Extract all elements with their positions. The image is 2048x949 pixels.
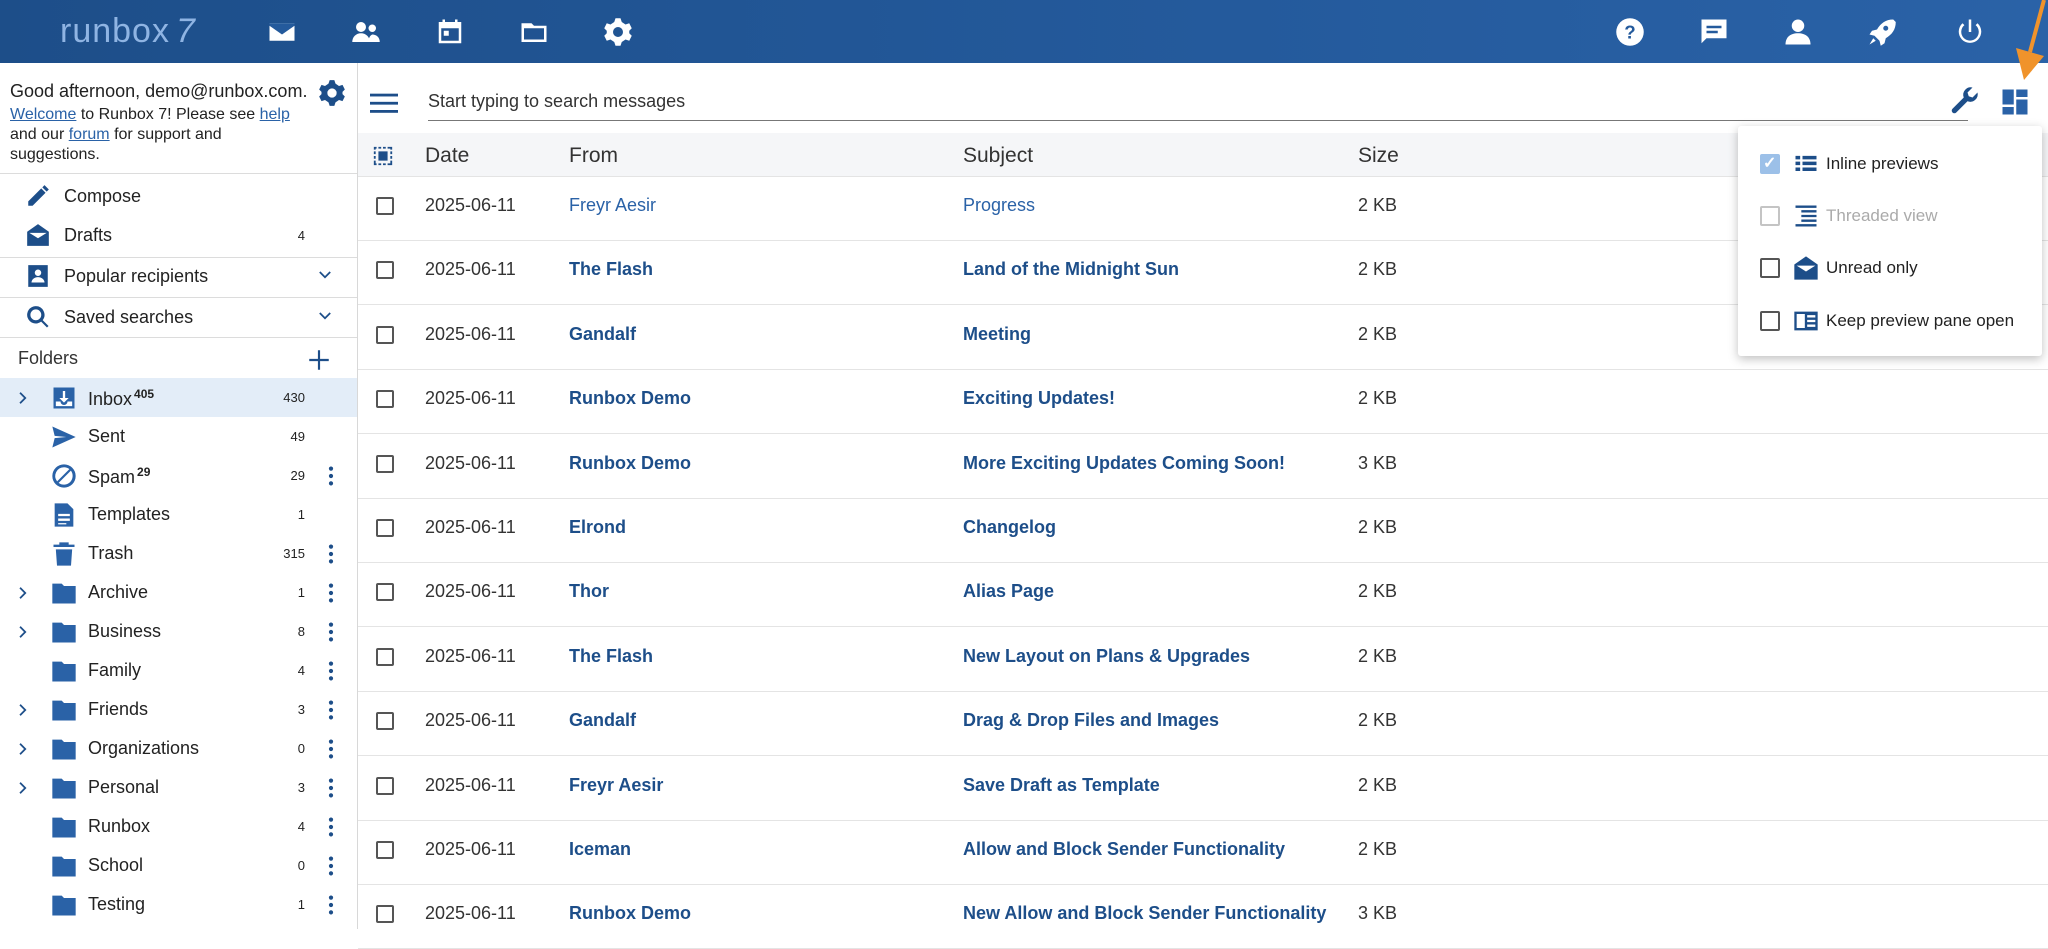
svg-text:?: ? xyxy=(1624,21,1636,43)
drafts-label: Drafts xyxy=(64,224,113,245)
more-options-icon[interactable] xyxy=(320,776,342,800)
folder-count: 4 xyxy=(297,663,305,678)
checkbox-keep-preview-pane-open[interactable] xyxy=(1760,311,1780,331)
folder-testing[interactable] xyxy=(0,885,357,924)
chevron-down-icon[interactable] xyxy=(315,307,335,327)
folder-family[interactable] xyxy=(0,651,357,690)
message-size: 2 KB xyxy=(1358,388,1398,409)
folder-business[interactable] xyxy=(0,612,357,651)
message-subject: Progress xyxy=(963,195,1036,215)
folder-icon xyxy=(50,891,78,919)
folder-name: Inbox xyxy=(88,389,133,409)
folder-icon xyxy=(50,813,78,841)
message-from: Runbox Demo xyxy=(569,388,692,409)
folder-count: 8 xyxy=(297,624,305,639)
compose-button[interactable] xyxy=(0,177,357,215)
runbox-logo[interactable] xyxy=(60,10,196,52)
more-options-icon[interactable] xyxy=(320,854,342,878)
message-from: Thor xyxy=(569,581,609,602)
greeting-text: Good afternoon, demo@runbox.com. xyxy=(10,81,308,101)
message-date: 2025-06-11 xyxy=(425,452,516,473)
folder-name: Personal xyxy=(88,777,160,797)
column-header-from[interactable]: From xyxy=(569,144,618,167)
message-size: 2 KB xyxy=(1358,581,1398,602)
folder-name: Organizations xyxy=(88,738,200,758)
folder-name: School xyxy=(88,855,144,875)
folder-count: 3 xyxy=(297,702,305,717)
message-date: 2025-06-11 xyxy=(425,388,516,409)
message-date: 2025-06-11 xyxy=(425,774,516,795)
folder-count: 1 xyxy=(297,585,305,600)
pencil-icon xyxy=(24,182,52,210)
folder-icon xyxy=(50,774,78,802)
message-size: 2 KB xyxy=(1358,839,1398,859)
message-subject: More Exciting Updates Coming Soon! xyxy=(963,452,1286,473)
menu-icon[interactable] xyxy=(370,91,398,115)
message-subject: Meeting xyxy=(963,323,1032,344)
message-date: 2025-06-11 xyxy=(425,195,516,215)
folder-personal[interactable] xyxy=(0,768,357,807)
message-subject: Exciting Updates! xyxy=(963,388,1116,409)
column-header-subject[interactable]: Subject xyxy=(963,144,1034,167)
message-subject: New Layout on Plans & Upgrades xyxy=(963,645,1251,666)
row-checkbox[interactable] xyxy=(376,777,394,795)
folder-friends[interactable] xyxy=(0,690,357,729)
chevron-right-icon[interactable] xyxy=(14,583,34,603)
message-date: 2025-06-11 xyxy=(425,645,516,666)
more-options-icon[interactable] xyxy=(320,698,342,722)
table-row[interactable] xyxy=(358,628,2048,692)
welcome-text: to Runbox 7! Please see xyxy=(76,106,260,123)
folder-runbox[interactable] xyxy=(0,807,357,846)
column-header-size[interactable]: Size xyxy=(1358,144,1399,167)
row-checkbox[interactable] xyxy=(376,519,394,537)
row-checkbox[interactable] xyxy=(376,197,394,215)
folder-icon xyxy=(50,735,78,763)
message-size: 2 KB xyxy=(1358,645,1398,666)
mail-icon[interactable] xyxy=(264,14,300,50)
folders-heading: Folders xyxy=(18,348,79,368)
menu-item-keep-preview-pane-open[interactable] xyxy=(1738,301,2042,341)
chevron-down-icon[interactable] xyxy=(315,266,335,286)
message-from: Iceman xyxy=(569,839,632,859)
table-row[interactable] xyxy=(358,885,2048,949)
folder-count: 3 xyxy=(297,780,305,795)
files-icon[interactable] xyxy=(516,14,552,50)
folder-name: Templates xyxy=(88,504,171,524)
more-options-icon[interactable] xyxy=(320,581,342,605)
more-options-icon[interactable] xyxy=(320,542,342,566)
menu-item-label: Threaded view xyxy=(1826,206,1938,225)
select-all-icon[interactable] xyxy=(372,145,394,167)
message-date: 2025-06-11 xyxy=(425,581,516,602)
folder-count: 0 xyxy=(297,858,305,873)
message-from: Runbox Demo xyxy=(569,903,692,924)
logo-number: 7 xyxy=(175,11,196,50)
folder-name: Trash xyxy=(88,543,134,563)
view-layout-icon[interactable] xyxy=(2000,87,2030,117)
template-document-icon xyxy=(50,501,78,529)
folder-icon xyxy=(50,618,78,646)
settings-icon[interactable] xyxy=(600,14,636,50)
folder-school[interactable] xyxy=(0,846,357,885)
row-checkbox[interactable] xyxy=(376,841,394,859)
table-row[interactable] xyxy=(358,435,2048,499)
calendar-icon[interactable] xyxy=(432,14,468,50)
upgrade-rocket-icon[interactable] xyxy=(1864,14,1900,50)
table-row[interactable] xyxy=(358,757,2048,821)
chevron-right-icon[interactable] xyxy=(14,622,34,642)
pointer-arrow-icon xyxy=(2010,0,2048,82)
message-from: Gandalf xyxy=(569,323,637,344)
folder-count: 29 xyxy=(290,468,305,483)
row-checkbox[interactable] xyxy=(376,712,394,730)
folder-name: Business xyxy=(88,621,162,641)
search-icon xyxy=(24,303,52,331)
folder-count: 1 xyxy=(297,897,305,912)
folder-count: 4 xyxy=(297,819,305,834)
message-date: 2025-06-11 xyxy=(425,259,516,280)
folder-templates[interactable] xyxy=(0,495,357,534)
more-options-icon[interactable] xyxy=(320,620,342,644)
folder-name: Testing xyxy=(88,894,146,914)
welcome-link[interactable]: Welcome xyxy=(10,106,77,123)
drafts-icon xyxy=(24,221,52,249)
folder-icon xyxy=(50,852,78,880)
wrench-icon[interactable] xyxy=(1950,85,1980,115)
more-options-icon[interactable] xyxy=(320,893,342,917)
message-date: 2025-06-11 xyxy=(425,710,516,731)
more-options-icon[interactable] xyxy=(320,464,342,488)
folder-name: Archive xyxy=(88,582,149,602)
unread-count: 405 xyxy=(134,387,155,401)
unread-count: 29 xyxy=(137,465,151,479)
message-subject: Save Draft as Template xyxy=(963,774,1160,795)
popular-recipients-label: Popular recipients xyxy=(64,265,209,286)
row-checkbox[interactable] xyxy=(376,648,394,666)
folder-name: Family xyxy=(88,660,141,680)
column-header-date[interactable]: Date xyxy=(425,144,470,167)
logo-text: runbox xyxy=(60,11,170,50)
view-options-menu xyxy=(1738,126,2042,356)
row-checkbox[interactable] xyxy=(376,261,394,279)
message-from: Runbox Demo xyxy=(569,452,692,473)
folder-count: 1 xyxy=(297,507,305,522)
row-checkbox[interactable] xyxy=(376,905,394,923)
message-subject: Changelog xyxy=(963,517,1056,537)
compose-label: Compose xyxy=(64,185,142,206)
support-text: for support and suggestions. xyxy=(10,126,222,163)
menu-item-unread-only[interactable] xyxy=(1738,248,2042,288)
threaded-list-icon xyxy=(1792,202,1820,230)
message-size: 2 KB xyxy=(1358,710,1398,731)
table-row[interactable] xyxy=(358,563,2048,627)
message-date: 2025-06-11 xyxy=(425,517,516,537)
more-options-icon[interactable] xyxy=(320,659,342,683)
more-options-icon[interactable] xyxy=(320,737,342,761)
folder-inbox[interactable] xyxy=(0,378,357,417)
row-checkbox[interactable] xyxy=(376,583,394,601)
message-size: 3 KB xyxy=(1358,452,1398,473)
chevron-right-icon[interactable] xyxy=(14,739,34,759)
folder-trash[interactable] xyxy=(0,534,357,573)
more-options-icon[interactable] xyxy=(320,815,342,839)
greeting-panel xyxy=(10,81,310,165)
help-link[interactable]: help xyxy=(259,106,290,123)
message-size: 3 KB xyxy=(1358,903,1398,924)
drafts-count: 4 xyxy=(297,227,305,243)
message-date: 2025-06-11 xyxy=(425,903,516,924)
message-from: The Flash xyxy=(569,259,654,280)
contact-card-icon xyxy=(24,262,52,290)
table-row[interactable] xyxy=(358,499,2048,563)
message-from: The Flash xyxy=(569,645,654,666)
folder-spam[interactable] xyxy=(0,456,357,495)
folder-count: 49 xyxy=(290,429,305,444)
message-from: Freyr Aesir xyxy=(569,774,664,795)
checkbox-inline-previews[interactable] xyxy=(1760,154,1780,174)
folder-organizations[interactable] xyxy=(0,729,357,768)
message-subject: Land of the Midnight Sun xyxy=(963,259,1179,280)
list-icon xyxy=(1792,150,1820,178)
message-from: Elrond xyxy=(569,517,626,537)
chevron-right-icon[interactable] xyxy=(14,388,34,408)
chevron-right-icon[interactable] xyxy=(14,700,34,720)
message-subject: Allow and Block Sender Functionality xyxy=(963,839,1286,859)
folder-count: 315 xyxy=(283,546,305,561)
message-size: 2 KB xyxy=(1358,195,1398,215)
search-input[interactable] xyxy=(428,83,1968,121)
divider xyxy=(0,337,357,338)
table-row[interactable] xyxy=(358,821,2048,885)
message-size: 2 KB xyxy=(1358,774,1398,795)
menu-item-threaded-view xyxy=(1738,196,2042,236)
menu-item-label: Unread only xyxy=(1826,258,1918,277)
message-size: 2 KB xyxy=(1358,517,1398,537)
forum-link[interactable]: forum xyxy=(68,126,110,143)
checkbox-threaded-view xyxy=(1760,206,1780,226)
folder-archive[interactable] xyxy=(0,573,357,612)
message-from: Gandalf xyxy=(569,710,637,731)
chat-icon[interactable] xyxy=(1696,14,1732,50)
inbox-icon xyxy=(50,384,78,412)
menu-item-inline-previews[interactable] xyxy=(1738,144,2042,184)
chevron-right-icon[interactable] xyxy=(14,778,34,798)
message-subject: Drag & Drop Files and Images xyxy=(963,710,1220,731)
and-text: and our xyxy=(10,126,69,143)
preview-pane-icon xyxy=(1792,307,1820,335)
message-from: Freyr Aesir xyxy=(569,195,657,215)
saved-searches-label: Saved searches xyxy=(64,306,194,327)
folder-name: Friends xyxy=(88,699,149,719)
account-icon[interactable] xyxy=(1780,14,1816,50)
popular-recipients-item[interactable] xyxy=(0,257,357,295)
folder-count: 0 xyxy=(297,741,305,756)
folder-name: Spam xyxy=(88,467,136,487)
row-checkbox[interactable] xyxy=(376,390,394,408)
message-date: 2025-06-11 xyxy=(425,839,516,859)
folder-icon xyxy=(50,579,78,607)
folder-count: 430 xyxy=(283,390,305,405)
message-subject: Alias Page xyxy=(963,581,1055,602)
contacts-icon[interactable] xyxy=(348,14,384,50)
saved-searches-item[interactable] xyxy=(0,298,357,336)
add-folder-icon[interactable] xyxy=(306,347,332,373)
trash-icon xyxy=(50,540,78,568)
menu-item-label: Inline previews xyxy=(1826,154,1939,173)
folder-icon xyxy=(50,657,78,685)
drafts-item[interactable] xyxy=(0,216,357,254)
envelope-open-icon xyxy=(1792,254,1820,282)
message-size: 2 KB xyxy=(1358,259,1398,280)
table-row[interactable] xyxy=(358,370,2048,434)
table-row[interactable] xyxy=(358,692,2048,756)
row-checkbox[interactable] xyxy=(376,326,394,344)
menu-item-label: Keep preview pane open xyxy=(1826,311,2015,330)
message-size: 2 KB xyxy=(1358,323,1398,344)
sidebar xyxy=(0,63,358,929)
logout-icon[interactable] xyxy=(1952,14,1988,50)
folder-icon xyxy=(50,696,78,724)
blocked-icon xyxy=(50,462,78,490)
folder-name: Runbox xyxy=(88,816,151,836)
top-bar xyxy=(0,0,2048,63)
divider xyxy=(0,173,357,174)
checkbox-unread-only[interactable] xyxy=(1760,258,1780,278)
message-subject: New Allow and Block Sender Functionality xyxy=(963,903,1327,924)
row-checkbox[interactable] xyxy=(376,455,394,473)
account-settings-gear-icon[interactable] xyxy=(318,79,346,107)
send-icon xyxy=(50,423,78,451)
folder-name: Sent xyxy=(88,426,126,446)
help-icon[interactable] xyxy=(1612,14,1648,50)
message-date: 2025-06-11 xyxy=(425,323,516,344)
folder-sent[interactable] xyxy=(0,417,357,456)
